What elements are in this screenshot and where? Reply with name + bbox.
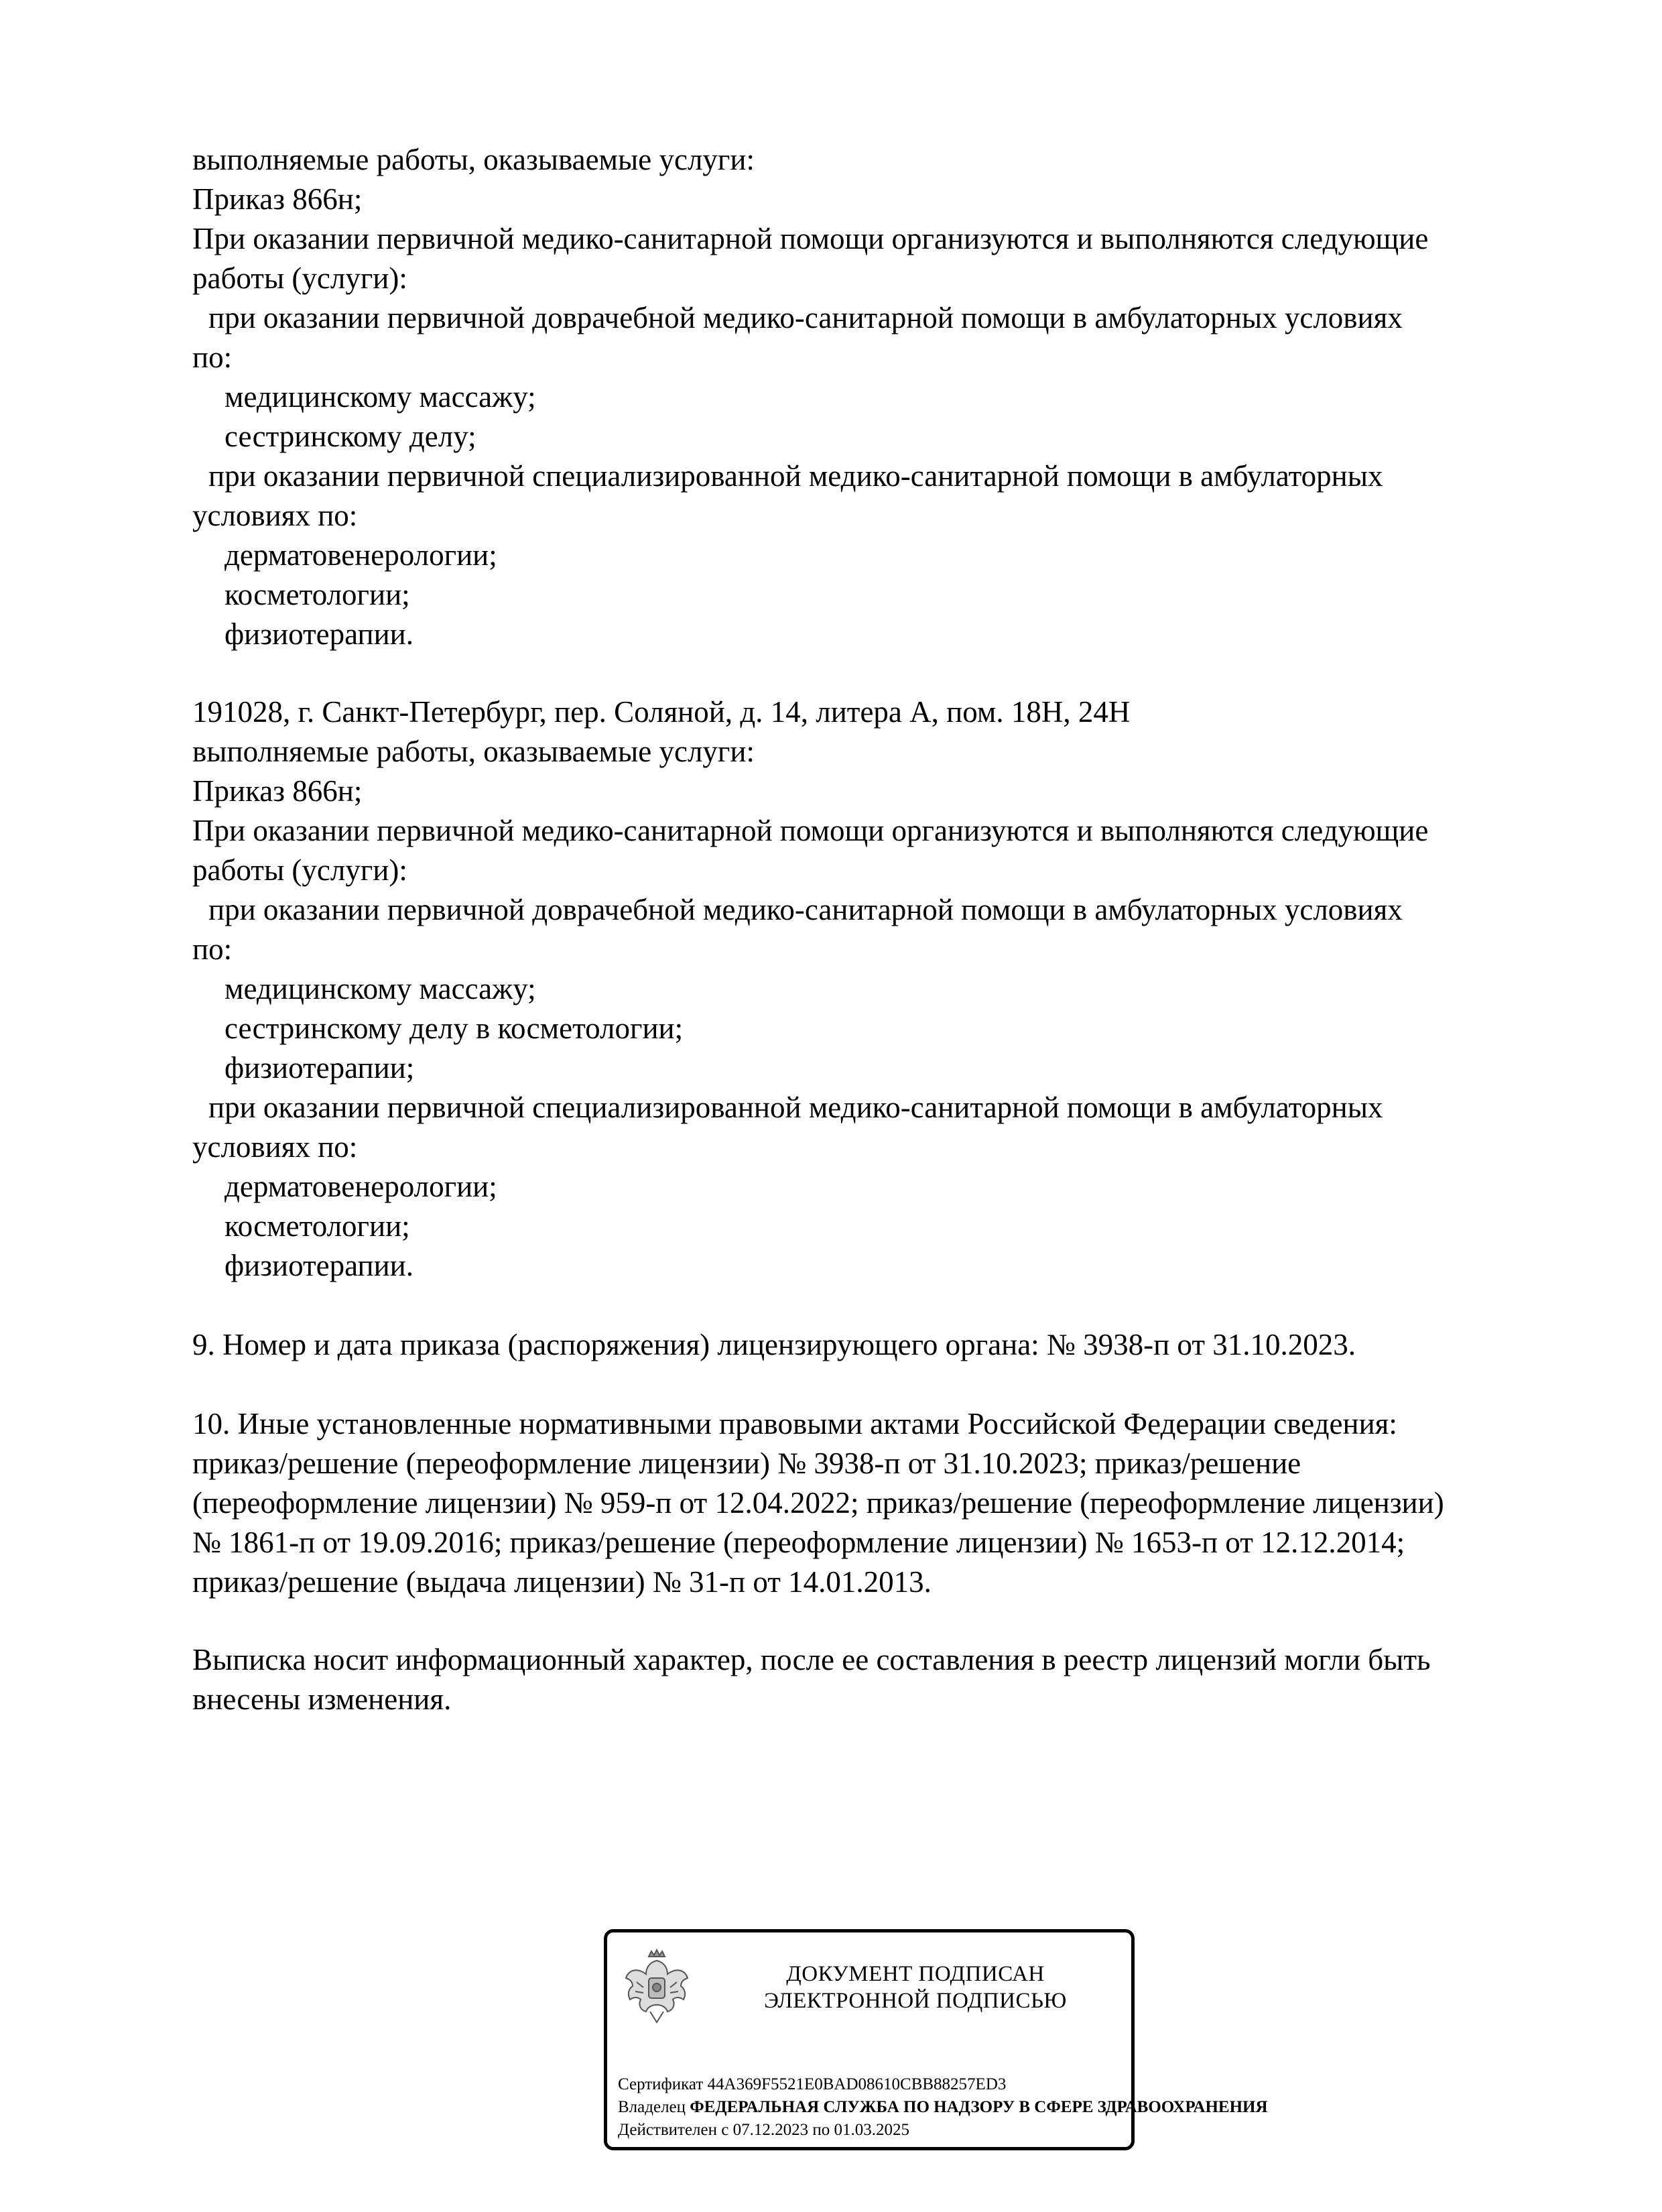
service-item: медицинскому массажу; [225, 972, 536, 1005]
care-type-cont: по: [192, 341, 233, 374]
other-info-heading: 10. Иные установленные нормативными правовыми актами Российской Федерации сведения: [192, 1407, 1397, 1440]
service-item: медицинскому массажу; [225, 380, 536, 414]
coat-of-arms-icon [623, 1947, 690, 2028]
services-heading: выполняемые работы, оказываемые услуги: [192, 143, 755, 176]
owner-label: Владелец [618, 2098, 686, 2116]
service-item: косметологии; [225, 1209, 410, 1243]
address-line: 191028, г. Санкт-Петербург, пер. Соляной, д. 14, литера А, пом. 18Н, 24Н [192, 695, 1131, 729]
services-intro-cont: работы (услуги): [192, 853, 407, 887]
services-intro: При оказании первичной медико-санитарной помощи организуются и выполняются следующие [192, 222, 1429, 255]
other-info-line: (переоформление лицензии) № 959-п от 12.04.2022; приказ/решение (переоформление лицензии) [192, 1486, 1444, 1520]
care-type: при оказании первичной доврачебной медико-санитарной помощи в амбулаторных условиях [208, 301, 1403, 334]
other-info-line: приказ/решение (выдача лицензии) № 31-п от 14.01.2013. [192, 1565, 932, 1599]
services-intro-cont: работы (услуги): [192, 261, 407, 295]
service-item: физиотерапии. [225, 617, 414, 651]
services-heading: выполняемые работы, оказываемые услуги: [192, 735, 755, 768]
care-type: при оказании первичной специализированной медико-санитарной помощи в амбулаторных [208, 459, 1383, 493]
services-intro: При оказании первичной медико-санитарной помощи организуются и выполняются следующие [192, 814, 1429, 847]
service-item: дерматовенерологии; [225, 1170, 497, 1203]
stamp-title-line: ЭЛЕКТРОННОЙ ПОДПИСЬЮ [764, 1989, 1067, 2013]
electronic-signature-stamp [604, 1929, 1268, 2150]
service-item: дерматовенерологии; [225, 538, 497, 572]
service-item: сестринскому делу; [225, 420, 476, 453]
other-info-line: № 1861-п от 19.09.2016; приказ/решение (переоформление лицензии) № 1653-п от 12.12.2014; [192, 1526, 1405, 1559]
stamp-title-line: ДОКУМЕНТ ПОДПИСАН [786, 1962, 1045, 1986]
item-10 [192, 1404, 1559, 1602]
service-item: физиотерапии. [225, 1249, 414, 1282]
care-type-cont: условиях по: [192, 1130, 358, 1164]
item-9 [192, 1325, 1559, 1365]
services-section-2 [192, 692, 1559, 1286]
service-item: сестринскому делу в косметологии; [225, 1011, 684, 1045]
validity-period: Действителен с 07.12.2023 по 01.03.2025 [618, 2121, 909, 2139]
stamp-title [708, 1961, 1123, 2014]
owner-name: ФЕДЕРАЛЬНАЯ СЛУЖБА ПО НАДЗОРУ В СФЕРЕ ЗДРАВООХРАНЕНИЯ [690, 2098, 1268, 2116]
order-reference: Приказ 866н; [192, 774, 363, 808]
other-info-line: приказ/решение (переоформление лицензии) № 3938-п от 31.10.2023; приказ/решение [192, 1447, 1301, 1480]
stamp-owner [618, 2097, 1268, 2117]
care-type-cont: условиях по: [192, 499, 358, 532]
certificate-number: Сертификат 44A369F5521E0BAD08610CBB88257ED3 [618, 2075, 1007, 2093]
care-type: при оказании первичной специализированной медико-санитарной помощи в амбулаторных [208, 1091, 1383, 1124]
order-reference: Приказ 866н; [192, 182, 363, 216]
notice-line: внесены изменения. [192, 1682, 452, 1716]
notice-line: Выписка носит информационный характер, после ее составления в реестр лицензий могли быть [192, 1643, 1431, 1676]
care-type: при оказании первичной доврачебной медико-санитарной помощи в амбулаторных условиях [208, 893, 1403, 926]
order-number-date: 9. Номер и дата приказа (распоряжения) лицензирующего органа: № 3938-п от 31.10.2023. [192, 1328, 1356, 1361]
service-item: косметологии; [225, 578, 410, 611]
notice [192, 1640, 1559, 1719]
service-item: физиотерапии; [225, 1051, 415, 1085]
services-section-1 [192, 140, 1559, 654]
care-type-cont: по: [192, 932, 233, 966]
